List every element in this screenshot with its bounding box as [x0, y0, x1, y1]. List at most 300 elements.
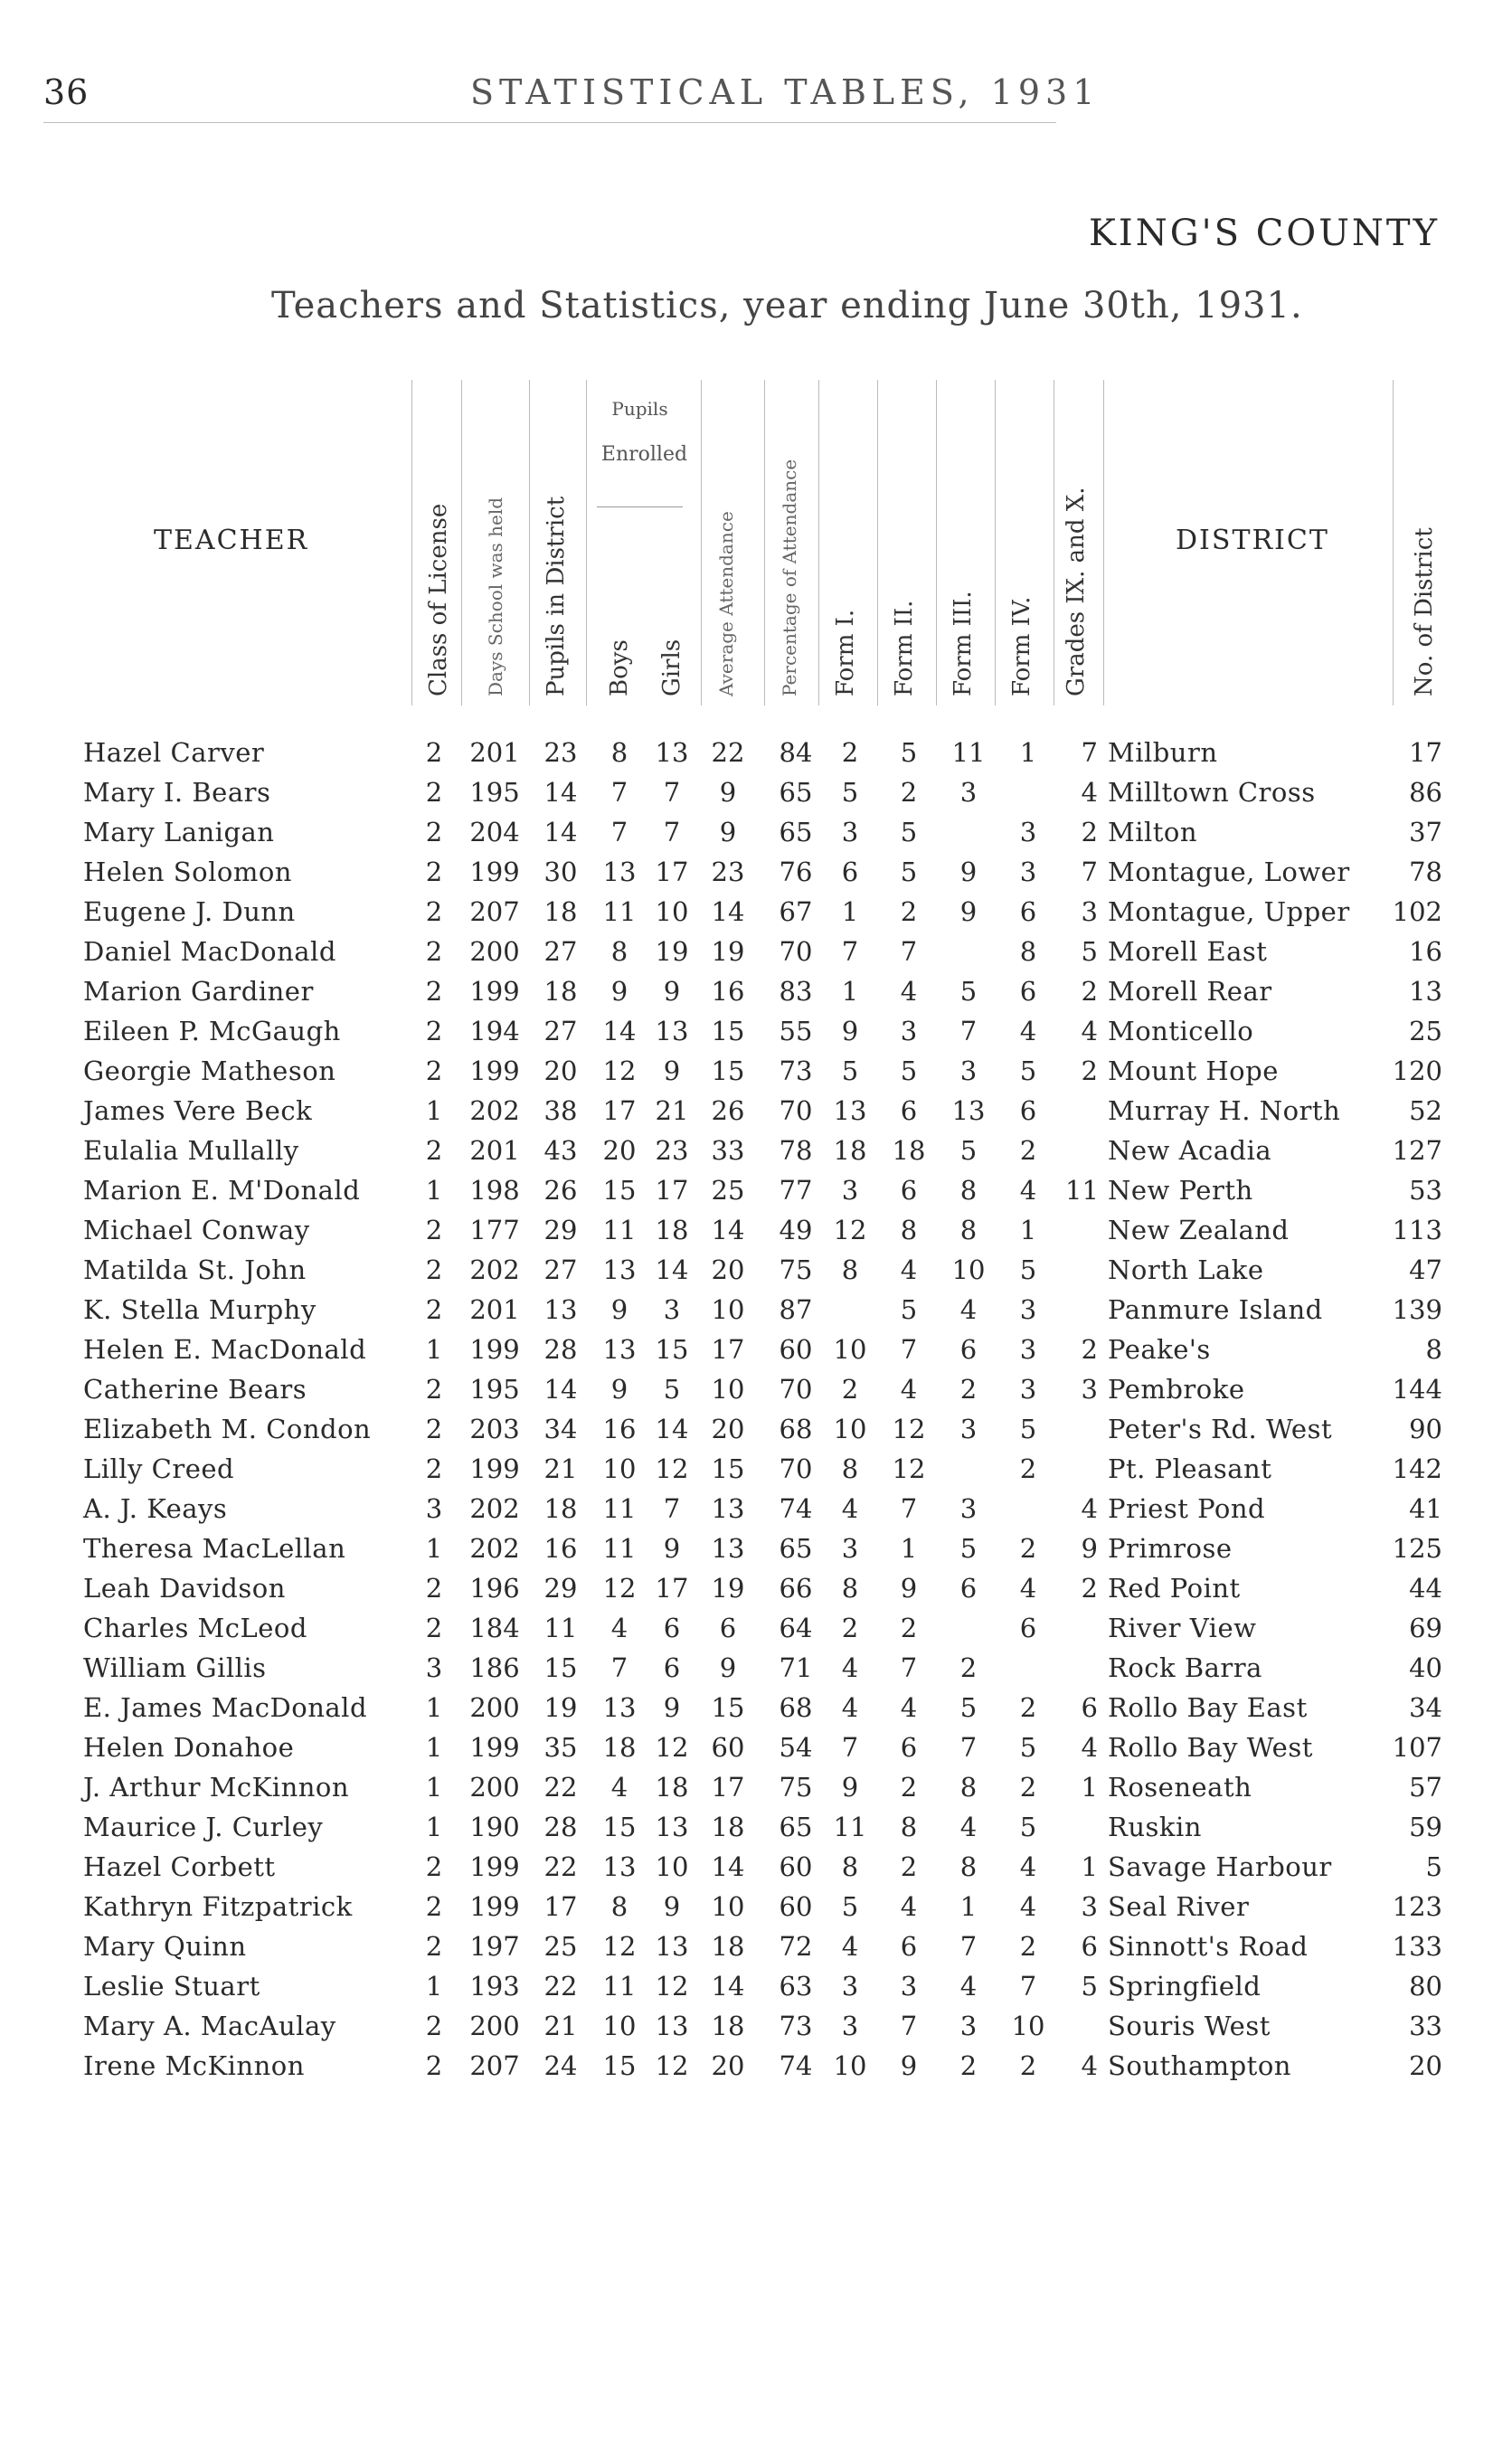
teacher-name: Leslie Stuart — [83, 1971, 260, 2002]
pupils-in-district: 28 — [543, 1334, 578, 1365]
col-girls: Girls — [658, 639, 685, 696]
percentage-attendance: 73 — [779, 1055, 813, 1086]
teacher-name: Maurice J. Curley — [83, 1812, 324, 1842]
table-row — [0, 1608, 1512, 1648]
form-4: 2 — [1019, 1135, 1037, 1166]
table-row — [0, 1489, 1512, 1529]
percentage-attendance: 78 — [779, 1135, 813, 1166]
boys-enrolled: 9 — [610, 976, 628, 1007]
average-attendance: 15 — [711, 1016, 745, 1046]
girls-enrolled: 19 — [655, 936, 689, 967]
column-divider — [764, 380, 765, 705]
form-2: 3 — [900, 1016, 918, 1046]
form-2: 1 — [900, 1533, 918, 1564]
district-number: 47 — [1409, 1254, 1442, 1285]
license-class: 3 — [425, 1652, 443, 1683]
district-name: Milltown Cross — [1108, 777, 1316, 808]
license-class: 1 — [425, 1971, 443, 2002]
boys-enrolled: 11 — [602, 1215, 637, 1245]
license-class: 1 — [425, 1334, 443, 1365]
percentage-attendance: 60 — [779, 1334, 813, 1365]
boys-enrolled: 13 — [602, 1851, 637, 1882]
days-held: 201 — [469, 737, 520, 768]
district-number: 139 — [1392, 1294, 1442, 1325]
form-4: 4 — [1019, 1573, 1037, 1604]
girls-enrolled: 10 — [655, 896, 689, 927]
district-number: 123 — [1392, 1891, 1442, 1922]
percentage-attendance: 65 — [779, 1812, 813, 1842]
col-district: DISTRICT — [1176, 525, 1329, 556]
district-number: 53 — [1409, 1175, 1442, 1206]
table-row — [0, 1807, 1512, 1847]
license-class: 2 — [425, 1374, 443, 1405]
days-held: 186 — [469, 1652, 520, 1683]
district-number: 80 — [1409, 1971, 1442, 2002]
pupils-in-district: 23 — [543, 737, 578, 768]
teacher-name: Marion E. M'Donald — [83, 1175, 361, 1206]
license-class: 1 — [425, 1732, 443, 1763]
percentage-attendance: 66 — [779, 1573, 813, 1604]
percentage-attendance: 49 — [779, 1215, 813, 1245]
district-name: Morell East — [1108, 936, 1268, 967]
form-2: 7 — [900, 1652, 918, 1683]
col-form-2: Form II. — [891, 600, 918, 696]
average-attendance: 18 — [711, 1931, 745, 1962]
girls-enrolled: 18 — [655, 1772, 689, 1803]
grades-ix-x: 9 — [1081, 1533, 1098, 1564]
district-number: 144 — [1392, 1374, 1442, 1405]
boys-enrolled: 11 — [602, 1971, 637, 2002]
average-attendance: 16 — [711, 976, 745, 1007]
group-rule — [597, 506, 683, 507]
average-attendance: 19 — [711, 1573, 745, 1604]
teacher-name: Lilly Creed — [83, 1453, 235, 1484]
form-2: 12 — [892, 1453, 926, 1484]
girls-enrolled: 17 — [655, 857, 689, 887]
table-row — [0, 772, 1512, 812]
girls-enrolled: 12 — [655, 2050, 689, 2081]
grades-ix-x: 11 — [1065, 1175, 1099, 1206]
teacher-name: Michael Conway — [83, 1215, 310, 1245]
form-2: 5 — [900, 737, 918, 768]
percentage-attendance: 74 — [779, 2050, 813, 2081]
form-4: 6 — [1019, 1095, 1037, 1126]
percentage-attendance: 68 — [779, 1692, 813, 1723]
form-2: 2 — [900, 1772, 918, 1803]
form-3: 8 — [959, 1175, 978, 1206]
form-2: 6 — [900, 1732, 918, 1763]
form-2: 2 — [900, 1613, 918, 1643]
form-1: 6 — [841, 857, 859, 887]
table-row — [0, 1131, 1512, 1170]
form-2: 7 — [900, 2011, 918, 2041]
license-class: 2 — [425, 1453, 443, 1484]
license-class: 2 — [425, 976, 443, 1007]
table-row — [0, 1250, 1512, 1290]
form-4: 6 — [1019, 976, 1037, 1007]
form-1: 8 — [841, 1453, 859, 1484]
form-3: 8 — [959, 1215, 978, 1245]
average-attendance: 14 — [711, 1215, 745, 1245]
boys-enrolled: 13 — [602, 857, 637, 887]
grades-ix-x: 3 — [1081, 896, 1098, 927]
average-attendance: 23 — [711, 857, 745, 887]
boys-enrolled: 18 — [602, 1732, 637, 1763]
district-number: 25 — [1409, 1016, 1442, 1046]
district-name: Pt. Pleasant — [1108, 1453, 1272, 1484]
form-4: 2 — [1019, 1533, 1037, 1564]
form-3: 7 — [959, 1732, 978, 1763]
col-grades: Grades IX. and X. — [1063, 487, 1090, 696]
district-number: 41 — [1409, 1493, 1442, 1524]
boys-enrolled: 7 — [610, 1652, 628, 1683]
form-1: 10 — [833, 1414, 867, 1444]
teacher-name: Helen Donahoe — [83, 1732, 295, 1763]
average-attendance: 13 — [711, 1533, 745, 1564]
form-2: 5 — [900, 857, 918, 887]
table-row — [0, 1290, 1512, 1330]
license-class: 1 — [425, 1692, 443, 1723]
form-3: 7 — [959, 1016, 978, 1046]
district-number: 8 — [1425, 1334, 1442, 1365]
form-2: 4 — [900, 1692, 918, 1723]
district-name: Peter's Rd. West — [1108, 1414, 1333, 1444]
table-row — [0, 892, 1512, 932]
form-3: 5 — [959, 1533, 978, 1564]
form-2: 18 — [892, 1135, 926, 1166]
license-class: 2 — [425, 737, 443, 768]
form-1: 7 — [841, 936, 859, 967]
column-divider — [877, 380, 878, 705]
table-row — [0, 1926, 1512, 1966]
average-attendance: 10 — [711, 1891, 745, 1922]
girls-enrolled: 6 — [663, 1652, 681, 1683]
boys-enrolled: 14 — [602, 1016, 637, 1046]
percentage-attendance: 70 — [779, 1374, 813, 1405]
percentage-attendance: 65 — [779, 777, 813, 808]
col-pupils: Pupils in District — [543, 496, 570, 696]
percentage-attendance: 60 — [779, 1891, 813, 1922]
table-row — [0, 1170, 1512, 1210]
district-number: 16 — [1409, 936, 1442, 967]
table-row — [0, 1688, 1512, 1727]
girls-enrolled: 13 — [655, 737, 689, 768]
district-number: 78 — [1409, 857, 1442, 887]
column-divider — [701, 380, 702, 705]
form-4: 5 — [1019, 1812, 1037, 1842]
table-row — [0, 733, 1512, 772]
grades-ix-x: 2 — [1081, 976, 1098, 1007]
pupils-in-district: 43 — [543, 1135, 578, 1166]
percentage-attendance: 75 — [779, 1254, 813, 1285]
license-class: 1 — [425, 1812, 443, 1842]
form-3: 11 — [951, 737, 986, 768]
average-attendance: 10 — [711, 1374, 745, 1405]
column-divider — [529, 380, 530, 705]
district-name: Mount Hope — [1108, 1055, 1279, 1086]
form-1: 4 — [841, 1692, 859, 1723]
form-1: 3 — [841, 2011, 859, 2041]
days-held: 202 — [469, 1493, 520, 1524]
percentage-attendance: 75 — [779, 1772, 813, 1803]
form-4: 3 — [1019, 857, 1037, 887]
district-number: 86 — [1409, 777, 1442, 808]
percentage-attendance: 77 — [779, 1175, 813, 1206]
form-2: 8 — [900, 1215, 918, 1245]
average-attendance: 15 — [711, 1692, 745, 1723]
days-held: 200 — [469, 2011, 520, 2041]
pupils-in-district: 30 — [543, 857, 578, 887]
form-4: 1 — [1019, 1215, 1037, 1245]
girls-enrolled: 13 — [655, 1016, 689, 1046]
district-name: Savage Harbour — [1108, 1851, 1332, 1882]
days-held: 204 — [469, 817, 520, 847]
column-divider — [995, 380, 996, 705]
form-1: 5 — [841, 777, 859, 808]
days-held: 199 — [469, 1891, 520, 1922]
average-attendance: 17 — [711, 1772, 745, 1803]
form-1: 3 — [841, 817, 859, 847]
form-2: 2 — [900, 777, 918, 808]
form-3: 4 — [959, 1294, 978, 1325]
form-1: 18 — [833, 1135, 867, 1166]
days-held: 202 — [469, 1254, 520, 1285]
form-2: 6 — [900, 1175, 918, 1206]
form-3: 3 — [959, 1493, 978, 1524]
form-3: 9 — [959, 857, 978, 887]
form-1: 2 — [841, 1374, 859, 1405]
table-row — [0, 1051, 1512, 1091]
form-2: 12 — [892, 1414, 926, 1444]
form-4: 4 — [1019, 1851, 1037, 1882]
girls-enrolled: 12 — [655, 1732, 689, 1763]
days-held: 195 — [469, 1374, 520, 1405]
pupils-in-district: 27 — [543, 936, 578, 967]
form-3: 5 — [959, 1692, 978, 1723]
girls-enrolled: 17 — [655, 1573, 689, 1604]
pupils-in-district: 28 — [543, 1812, 578, 1842]
form-4: 5 — [1019, 1254, 1037, 1285]
license-class: 2 — [425, 1055, 443, 1086]
pupils-in-district: 22 — [543, 1772, 578, 1803]
days-held: 201 — [469, 1135, 520, 1166]
average-attendance: 6 — [719, 1613, 737, 1643]
grades-ix-x: 1 — [1081, 1851, 1098, 1882]
license-class: 2 — [425, 1891, 443, 1922]
pupils-in-district: 25 — [543, 1931, 578, 1962]
girls-enrolled: 6 — [663, 1613, 681, 1643]
girls-enrolled: 5 — [663, 1374, 681, 1405]
table-row — [0, 1210, 1512, 1250]
girls-enrolled: 23 — [655, 1135, 689, 1166]
form-1: 1 — [841, 896, 859, 927]
form-4: 3 — [1019, 1374, 1037, 1405]
grades-ix-x: 3 — [1081, 1891, 1098, 1922]
table-row — [0, 971, 1512, 1011]
column-divider — [936, 380, 937, 705]
form-3: 10 — [951, 1254, 986, 1285]
teacher-name: Daniel MacDonald — [83, 936, 336, 967]
col-teacher: TEACHER — [154, 525, 309, 556]
boys-enrolled: 9 — [610, 1374, 628, 1405]
county-title: KING'S COUNTY — [1089, 213, 1440, 254]
days-held: 203 — [469, 1414, 520, 1444]
grades-ix-x: 4 — [1081, 1493, 1098, 1524]
table-row — [0, 932, 1512, 971]
table-row — [0, 1529, 1512, 1568]
district-name: Roseneath — [1108, 1772, 1252, 1803]
table-row — [0, 2006, 1512, 2046]
license-class: 2 — [425, 1414, 443, 1444]
boys-enrolled: 4 — [610, 1613, 628, 1643]
boys-enrolled: 7 — [610, 817, 628, 847]
pupils-in-district: 29 — [543, 1215, 578, 1245]
teacher-name: James Vere Beck — [83, 1095, 313, 1126]
district-name: Panmure Island — [1108, 1294, 1323, 1325]
days-held: 194 — [469, 1016, 520, 1046]
boys-enrolled: 11 — [602, 896, 637, 927]
boys-enrolled: 4 — [610, 1772, 628, 1803]
running-head: STATISTICAL TABLES, 1931 — [470, 72, 1101, 112]
average-attendance: 33 — [711, 1135, 745, 1166]
district-number: 52 — [1409, 1095, 1442, 1126]
table-row — [0, 1887, 1512, 1926]
girls-enrolled: 7 — [663, 777, 681, 808]
form-1: 3 — [841, 1971, 859, 2002]
pupils-in-district: 22 — [543, 1971, 578, 2002]
grades-ix-x: 1 — [1081, 1772, 1098, 1803]
form-2: 7 — [900, 1334, 918, 1365]
grades-ix-x: 4 — [1081, 1732, 1098, 1763]
teacher-name: Catherine Bears — [83, 1374, 307, 1405]
days-held: 199 — [469, 1334, 520, 1365]
teacher-name: Kathryn Fitzpatrick — [83, 1891, 353, 1922]
boys-enrolled: 15 — [602, 1175, 637, 1206]
boys-enrolled: 15 — [602, 2050, 637, 2081]
license-class: 2 — [425, 1613, 443, 1643]
teacher-name: J. Arthur McKinnon — [83, 1772, 350, 1803]
form-1: 5 — [841, 1891, 859, 1922]
col-form-3: Form III. — [950, 591, 977, 696]
district-name: Montague, Lower — [1108, 857, 1350, 887]
teacher-name: Helen Solomon — [83, 857, 292, 887]
grades-ix-x: 4 — [1081, 1016, 1098, 1046]
district-number: 120 — [1392, 1055, 1442, 1086]
boys-enrolled: 8 — [610, 737, 628, 768]
form-3: 4 — [959, 1971, 978, 2002]
form-1: 2 — [841, 1613, 859, 1643]
percentage-attendance: 64 — [779, 1613, 813, 1643]
average-attendance: 15 — [711, 1453, 745, 1484]
license-class: 2 — [425, 1931, 443, 1962]
percentage-attendance: 87 — [779, 1294, 813, 1325]
form-3: 6 — [959, 1334, 978, 1365]
average-attendance: 14 — [711, 896, 745, 927]
days-held: 199 — [469, 976, 520, 1007]
girls-enrolled: 13 — [655, 1812, 689, 1842]
form-2: 6 — [900, 1095, 918, 1126]
teacher-name: E. James MacDonald — [83, 1692, 368, 1723]
form-2: 9 — [900, 1573, 918, 1604]
girls-enrolled: 13 — [655, 1931, 689, 1962]
district-name: Peake's — [1108, 1334, 1211, 1365]
form-2: 4 — [900, 1891, 918, 1922]
girls-enrolled: 9 — [663, 1055, 681, 1086]
district-name: Milburn — [1108, 737, 1218, 768]
girls-enrolled: 17 — [655, 1175, 689, 1206]
boys-enrolled: 12 — [602, 1931, 637, 1962]
teacher-name: K. Stella Murphy — [83, 1294, 317, 1325]
form-4: 2 — [1019, 1453, 1037, 1484]
column-divider — [1103, 380, 1104, 705]
girls-enrolled: 12 — [655, 1453, 689, 1484]
pupils-in-district: 18 — [543, 976, 578, 1007]
form-4: 2 — [1019, 2050, 1037, 2081]
form-1: 8 — [841, 1254, 859, 1285]
teacher-name: Hazel Corbett — [83, 1851, 276, 1882]
pupils-in-district: 18 — [543, 1493, 578, 1524]
percentage-attendance: 65 — [779, 817, 813, 847]
percentage-attendance: 83 — [779, 976, 813, 1007]
form-4: 5 — [1019, 1414, 1037, 1444]
pupils-in-district: 35 — [543, 1732, 578, 1763]
percentage-attendance: 70 — [779, 1453, 813, 1484]
form-1: 8 — [841, 1573, 859, 1604]
pupils-in-district: 14 — [543, 777, 578, 808]
pupils-in-district: 26 — [543, 1175, 578, 1206]
pupils-in-district: 38 — [543, 1095, 578, 1126]
teacher-name: A. J. Keays — [83, 1493, 228, 1524]
percentage-attendance: 67 — [779, 896, 813, 927]
form-3: 2 — [959, 1374, 978, 1405]
license-class: 2 — [425, 857, 443, 887]
days-held: 199 — [469, 1055, 520, 1086]
girls-enrolled: 3 — [663, 1294, 681, 1325]
pupils-in-district: 21 — [543, 1453, 578, 1484]
license-class: 3 — [425, 1493, 443, 1524]
form-2: 5 — [900, 1294, 918, 1325]
district-name: Rock Barra — [1108, 1652, 1262, 1683]
boys-enrolled: 11 — [602, 1493, 637, 1524]
form-1: 10 — [833, 1334, 867, 1365]
table-subtitle: Teachers and Statistics, year ending June 30th, 1931. — [271, 285, 1303, 327]
form-3: 1 — [959, 1891, 978, 1922]
column-divider — [586, 380, 587, 705]
district-name: Seal River — [1108, 1891, 1250, 1922]
column-divider — [1393, 380, 1394, 705]
days-held: 199 — [469, 1851, 520, 1882]
district-number: 57 — [1409, 1772, 1442, 1803]
col-form-1: Form I. — [832, 609, 859, 696]
pupils-in-district: 27 — [543, 1016, 578, 1046]
form-2: 4 — [900, 1374, 918, 1405]
table-row — [0, 852, 1512, 892]
grades-ix-x: 6 — [1081, 1931, 1098, 1962]
percentage-attendance: 76 — [779, 857, 813, 887]
district-number: 37 — [1409, 817, 1442, 847]
pupils-in-district: 16 — [543, 1533, 578, 1564]
pupils-in-district: 18 — [543, 896, 578, 927]
table-row — [0, 1449, 1512, 1489]
group-enrolled: Enrolled — [600, 443, 688, 466]
grades-ix-x: 3 — [1081, 1374, 1098, 1405]
district-number: 113 — [1392, 1215, 1442, 1245]
days-held: 199 — [469, 857, 520, 887]
district-name: New Zealand — [1108, 1215, 1290, 1245]
girls-enrolled: 9 — [663, 1891, 681, 1922]
column-divider — [461, 380, 462, 705]
teacher-name: Mary I. Bears — [83, 777, 271, 808]
